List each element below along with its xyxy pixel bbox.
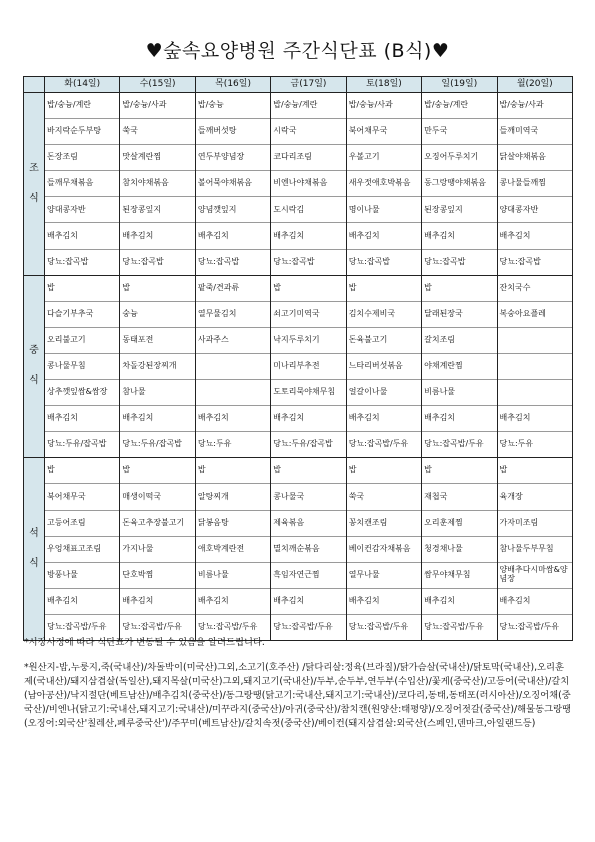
- menu-item: 흑임자연근찜: [271, 563, 345, 589]
- menu-item: [196, 354, 270, 380]
- menu-cell-breakfast-thu: [195, 93, 270, 276]
- menu-item: 밥: [45, 276, 119, 302]
- menu-item: [498, 380, 572, 406]
- day-header-thu: 목(16일): [195, 77, 270, 93]
- menu-item: 애호박계란전: [196, 537, 270, 563]
- menu-cell-breakfast-fri: [271, 93, 346, 276]
- menu-item: 열무나물: [347, 563, 421, 589]
- menu-item: 미나리부추전: [271, 354, 345, 380]
- menu-cell-dinner-sun: [422, 458, 497, 641]
- menu-item: 오리불고기: [45, 328, 119, 354]
- menu-item: 밥/숭늉: [196, 93, 270, 119]
- menu-item: 당뇨:잡곡밥/두유: [122, 622, 182, 632]
- menu-item: 단호박찜: [120, 563, 194, 589]
- menu-item: 매생이떡국: [120, 484, 194, 510]
- menu-item: 달래된장국: [422, 302, 496, 328]
- menu-item: 밥/숭늉/계란: [422, 93, 496, 119]
- menu-item: 알탕찌개: [196, 484, 270, 510]
- menu-item: 멸치깨순볶음: [271, 537, 345, 563]
- menu-item: 코다리조림: [271, 145, 345, 171]
- menu-cell-dinner-thu: [195, 458, 270, 641]
- menu-item: 배추김치: [422, 589, 496, 615]
- menu-item: 돈장조림: [45, 145, 119, 171]
- menu-item: 바지락순두부탕: [45, 119, 119, 145]
- menu-item: 당뇨:잡곡밥: [47, 256, 89, 266]
- day-header-row: [24, 77, 573, 93]
- menu-item: 당뇨:잡곡밥/두유: [273, 622, 333, 632]
- menu-item: 사과주스: [196, 328, 270, 354]
- menu-item: 당뇨:두유/잡곡밥: [122, 439, 182, 449]
- menu-item: 얼갈이나물: [347, 380, 421, 406]
- menu-item: 야채계란찜: [422, 354, 496, 380]
- menu-item: 베이컨감자채볶음: [347, 537, 421, 563]
- menu-item: 배추김치: [498, 223, 572, 249]
- menu-item: 명이나물: [347, 197, 421, 223]
- menu-item: 쌈무야채무침: [422, 563, 496, 589]
- menu-item: 팥죽/견과류: [196, 276, 270, 302]
- origin-text: *원산지-밥,누룽지,죽(국내산)/차돌박이(미국산)그외,소고기(호주산) /닭다리살:정육(브라질)/닭가슴살(국내산)/닭토막(국내산),오리훈제(국내산)/돼지삼겹살(독일산),돼지목살(미국산)그외,돼지고기(국내산)/두부,순두부,연두부(수입산)/꽃게(중국산)/고등어(국내산)/갈치(남아공산)/낙지절단(베트남산)/배추김치(중국산)/동그랑땡(닭고기:국내산,돼지고기:국내산)/코다리,동태,동태포(러시아산)/오징어채(중국산)/비엔나(닭고기:국내산,돼지고기:국내산)/미꾸라지(중국산)/아귀(중국산)/참치캔(원양산:태평양)/오징어젓갈(중국산)/해물동그랑땡(오징어:외국산'칠레산,페루중국산')/주꾸미(베트남산)/갈치속젓(중국산)/베이컨(돼지삼겹살:외국산(스페인,덴마크,아일랜드등): [24, 661, 572, 729]
- menu-item: 배추김치: [120, 406, 194, 432]
- menu-item: 도토리묵야채무침: [271, 380, 345, 406]
- menu-item: 고등어조림: [45, 511, 119, 537]
- meal-label-lunch: [24, 275, 45, 458]
- menu-item: 당뇨:잡곡밥/두유: [424, 439, 484, 449]
- menu-item: 닭살야채볶음: [498, 145, 572, 171]
- menu-item: 비엔나야채볶음: [271, 171, 345, 197]
- menu-item: [196, 380, 270, 406]
- menu-item: 꽁치캔조림: [347, 511, 421, 537]
- menu-cell-dinner-fri: [271, 458, 346, 641]
- menu-cell-lunch-mon: [497, 275, 572, 458]
- menu-item: 가지나물: [120, 537, 194, 563]
- menu-item: 밥/숭늉/사과: [498, 93, 572, 119]
- menu-item: 밥: [498, 458, 572, 484]
- page-title: ♥숲속요양병원 주간식단표 (B식)♥: [145, 40, 450, 62]
- menu-cell-lunch-wed: [120, 275, 195, 458]
- menu-cell-breakfast-tue: [45, 93, 120, 276]
- notes-section: [24, 636, 572, 742]
- menu-cell-lunch-thu: [195, 275, 270, 458]
- menu-item: 당뇨:잡곡밥/두유: [197, 622, 258, 632]
- notice-text: *시장사정에 따라 식단표가 변동될 수 있음을 알려드립니다.: [24, 637, 265, 648]
- menu-item: 새우젓애호박볶음: [347, 171, 421, 197]
- day-header-sat: 토(18일): [346, 77, 421, 93]
- meal-row-dinner: [24, 458, 573, 641]
- menu-item: 열무물김치: [196, 302, 270, 328]
- menu-item: 배추김치: [45, 223, 119, 249]
- menu-item: 청경채나물: [422, 537, 496, 563]
- menu-item: 당뇨:두유/잡곡밥: [47, 439, 107, 449]
- menu-item: 밥: [196, 458, 270, 484]
- menu-item: 돈육고추장불고기: [120, 511, 194, 537]
- menu-item: 당뇨:잡곡밥: [348, 256, 391, 266]
- meal-label-breakfast: [24, 93, 45, 276]
- menu-item: 밥: [271, 458, 345, 484]
- menu-item: 배추김치: [347, 589, 421, 615]
- menu-item: 상추깻잎쌈&쌈장: [45, 380, 119, 406]
- menu-item: 배추김치: [347, 406, 421, 432]
- menu-item: 배추김치: [422, 406, 496, 432]
- day-header-wed: 수(15일): [120, 77, 195, 93]
- menu-item: 밥/숭늉/계란: [45, 93, 119, 119]
- menu-item: 배추김치: [347, 223, 421, 249]
- menu-item: 북어채무국: [45, 484, 119, 510]
- meal-label-text: 석 식: [29, 528, 39, 570]
- menu-item: 배추김치: [422, 223, 496, 249]
- menu-item: 다슬기부추국: [45, 302, 119, 328]
- meal-row-breakfast: [24, 93, 573, 276]
- menu-cell-breakfast-sat: [346, 93, 421, 276]
- meal-label-dinner: [24, 458, 45, 641]
- menu-item: 당뇨:잡곡밥: [197, 256, 240, 266]
- menu-item: 김치수제비국: [347, 302, 421, 328]
- day-header-sun: 일(19일): [422, 77, 497, 93]
- menu-item: 밥/숭늉/계란: [271, 93, 345, 119]
- menu-item: 우엉채표고조림: [45, 537, 119, 563]
- menu-item: 배추김치: [271, 406, 345, 432]
- menu-item: 밥: [422, 276, 496, 302]
- menu-item: 당뇨:잡곡밥/두유: [348, 622, 409, 632]
- menu-item: 갈치조림: [422, 328, 496, 354]
- menu-item: 숭늉: [120, 302, 194, 328]
- menu-item: 비름나물: [422, 380, 496, 406]
- menu-item: 만두국: [422, 119, 496, 145]
- menu-item: 제육볶음: [271, 511, 345, 537]
- menu-item: 동태포전: [120, 328, 194, 354]
- menu-item: 콩나물국: [271, 484, 345, 510]
- menu-item: 들깨무채볶음: [45, 171, 119, 197]
- menu-item: 방풍나물: [45, 563, 119, 589]
- menu-item: 밥: [120, 276, 194, 302]
- menu-item: 낙지두루치기: [271, 328, 345, 354]
- menu-item: 밥: [45, 458, 119, 484]
- menu-item: 배추김치: [271, 223, 345, 249]
- menu-item: 콩나물들깨찜: [498, 171, 572, 197]
- menu-item: 밥: [120, 458, 194, 484]
- menu-item: 동그랑땡야채볶음: [422, 171, 496, 197]
- meal-row-lunch: [24, 275, 573, 458]
- menu-item: 오리훈제찜: [422, 511, 496, 537]
- menu-item: 배추김치: [271, 589, 345, 615]
- menu-item: 들깨미역국: [498, 119, 572, 145]
- menu-item: 당뇨:잡곡밥: [122, 256, 164, 266]
- day-header-tue: 화(14일): [45, 77, 120, 93]
- menu-item: 당뇨:두유: [499, 439, 534, 449]
- weekly-menu-table: [23, 76, 573, 641]
- menu-cell-lunch-tue: [45, 275, 120, 458]
- menu-cell-breakfast-mon: [497, 93, 572, 276]
- menu-item: 밥: [422, 458, 496, 484]
- menu-item: [498, 328, 572, 354]
- menu-item: 재첩국: [422, 484, 496, 510]
- menu-item: 당뇨:잡곡밥/두유: [499, 622, 560, 632]
- menu-cell-lunch-sat: [346, 275, 421, 458]
- menu-item: 시락국: [271, 119, 345, 145]
- menu-item: 배추김치: [45, 406, 119, 432]
- menu-item: 양대콩자반: [498, 197, 572, 223]
- menu-item: 비름나물: [196, 563, 270, 589]
- menu-item: 쑥국: [120, 119, 194, 145]
- menu-item: 우볼고기: [347, 145, 421, 171]
- menu-item: 오징어두루치기: [422, 145, 496, 171]
- menu-item: 쇠고기미역국: [271, 302, 345, 328]
- menu-item: 된장콩잎지: [422, 197, 496, 223]
- menu-item: 볼어묵야채볶음: [196, 171, 270, 197]
- menu-item: 참나물: [120, 380, 194, 406]
- menu-item: 배추김치: [120, 223, 194, 249]
- menu-item: 콩나물무침: [45, 354, 119, 380]
- corner-cell: [24, 77, 45, 93]
- day-header-fri: 금(17일): [271, 77, 346, 93]
- menu-cell-breakfast-wed: [120, 93, 195, 276]
- menu-item: 당뇨:잡곡밥/두유: [47, 622, 107, 632]
- menu-item: 당뇨:잡곡밥: [273, 256, 315, 266]
- menu-item: 닭봉음탕: [196, 511, 270, 537]
- menu-item: 돈육불고기: [347, 328, 421, 354]
- menu-item: 배추김치: [120, 589, 194, 615]
- menu-cell-dinner-tue: [45, 458, 120, 641]
- menu-item: 도시락김: [271, 197, 345, 223]
- menu-item: 느타리버섯볶음: [347, 354, 421, 380]
- menu-item: 쑥국: [347, 484, 421, 510]
- menu-item: 연두부양념장: [196, 145, 270, 171]
- menu-item: 배추김치: [196, 406, 270, 432]
- menu-item: 당뇨:잡곡밥/두유: [348, 439, 409, 449]
- menu-cell-breakfast-sun: [422, 93, 497, 276]
- menu-item: 양념깻잎지: [196, 197, 270, 223]
- menu-cell-dinner-wed: [120, 458, 195, 641]
- menu-item: 육개장: [498, 484, 572, 510]
- menu-item: 밥: [347, 458, 421, 484]
- menu-item: 잔치국수: [498, 276, 572, 302]
- menu-item: 북어채무국: [347, 119, 421, 145]
- menu-cell-dinner-sat: [346, 458, 421, 641]
- menu-cell-lunch-sun: [422, 275, 497, 458]
- menu-item: 참나물두부무침: [498, 537, 572, 563]
- menu-item: 양대콩자반: [45, 197, 119, 223]
- menu-item: 당뇨:잡곡밥/두유: [424, 622, 484, 632]
- menu-cell-dinner-mon: [497, 458, 572, 641]
- menu-item: 참치야채볶음: [120, 171, 194, 197]
- day-header-mon: 월(20일): [497, 77, 572, 93]
- menu-item: 밥: [271, 276, 345, 302]
- menu-item: 된장콩잎지: [120, 197, 194, 223]
- menu-item: 맛살계란찜: [120, 145, 194, 171]
- menu-item: 당뇨:잡곡밥: [424, 256, 466, 266]
- menu-item: 복숭아요플레: [498, 302, 572, 328]
- menu-item: 배추김치: [196, 589, 270, 615]
- menu-item: 배추김치: [45, 589, 119, 615]
- menu-item: 양배추다시마쌈&양념장: [498, 563, 572, 589]
- menu-cell-lunch-fri: [271, 275, 346, 458]
- menu-item: 배추김치: [196, 223, 270, 249]
- menu-item: 배추김치: [498, 406, 572, 432]
- meal-label-text: 조 식: [29, 162, 39, 204]
- menu-item: 가자미조림: [498, 511, 572, 537]
- menu-item: 차돌강된장찌개: [120, 354, 194, 380]
- menu-item: [498, 354, 572, 380]
- menu-item: 들깨버섯탕: [196, 119, 270, 145]
- menu-item: 배추김치: [498, 589, 572, 615]
- menu-item: 밥/숭늉/사과: [347, 93, 421, 119]
- menu-item: 당뇨:두유: [197, 439, 232, 449]
- menu-item: 밥: [347, 276, 421, 302]
- menu-item: 당뇨:두유/잡곡밥: [273, 439, 333, 449]
- meal-label-text: 중 식: [29, 345, 39, 387]
- menu-item: 밥/숭늉/사과: [120, 93, 194, 119]
- menu-item: 당뇨:잡곡밥: [499, 256, 541, 266]
